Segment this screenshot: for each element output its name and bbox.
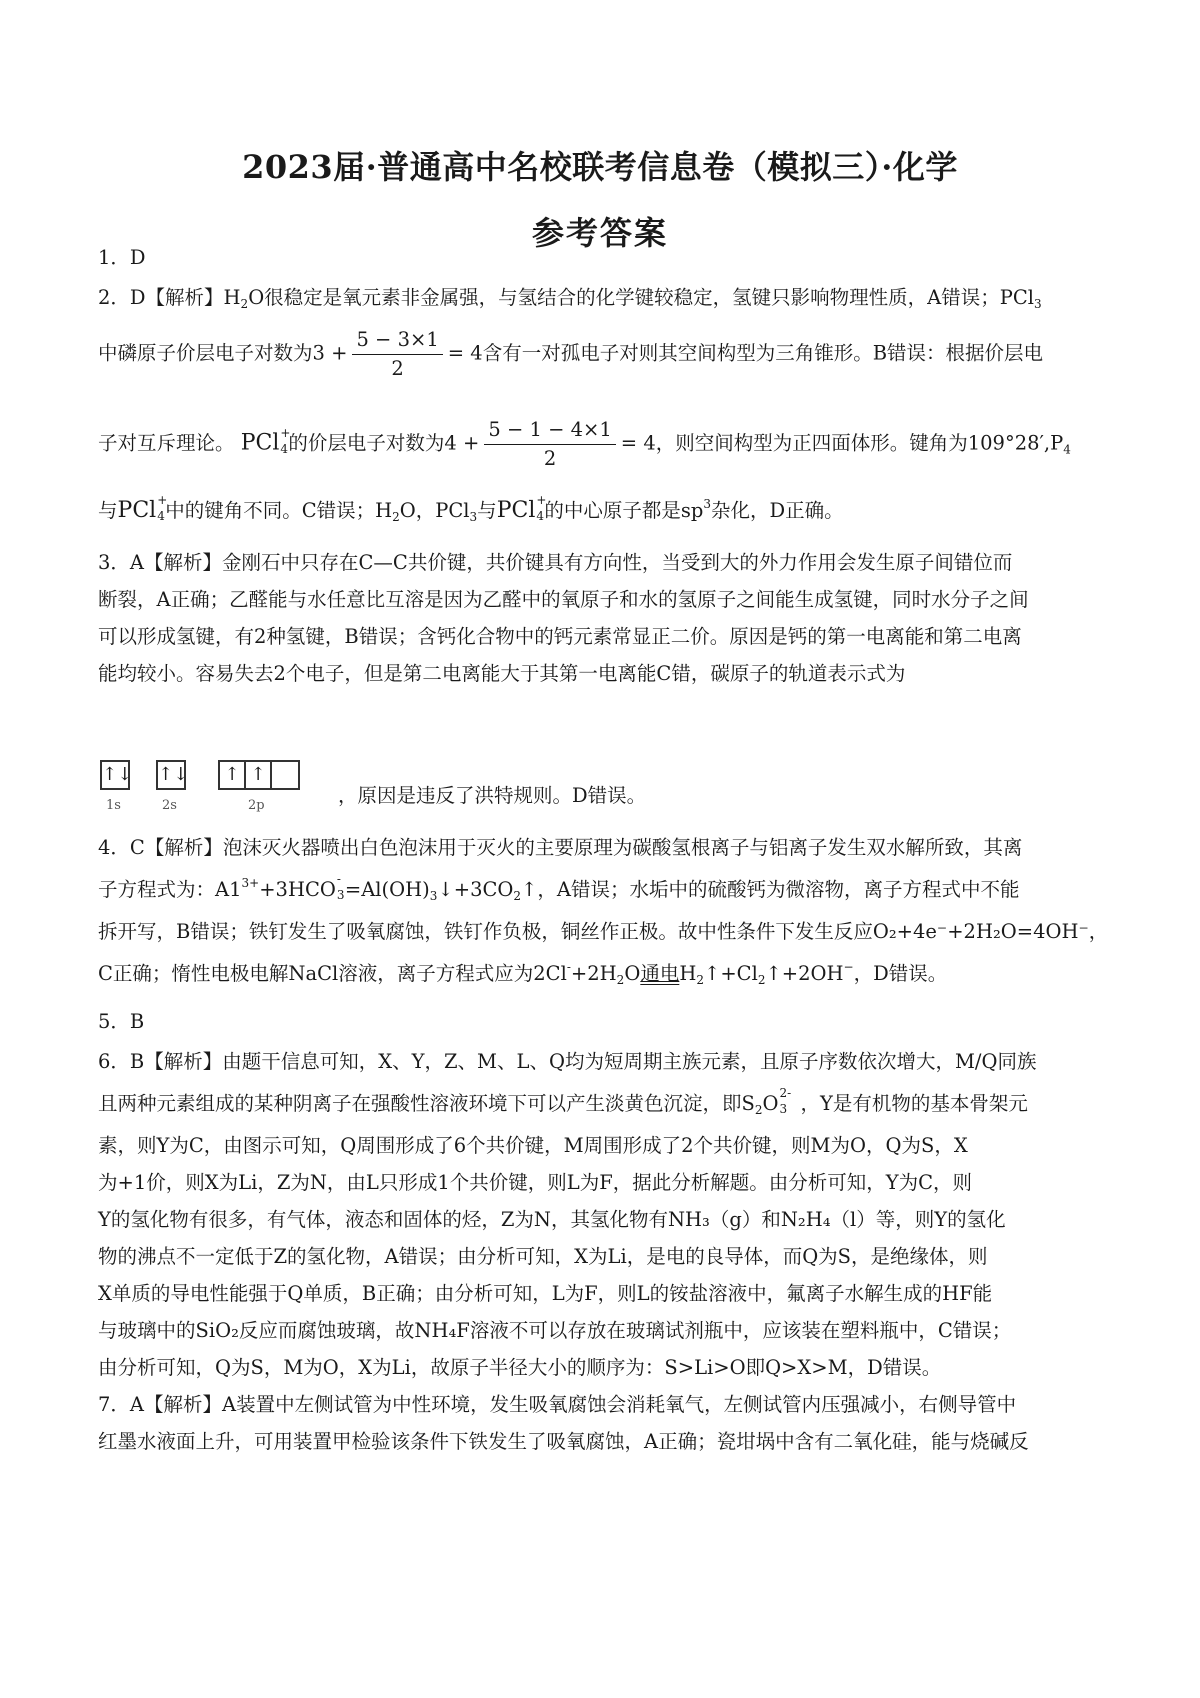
- answer-2-line-3: 子对互斥理论。 PCl + 4 的价层电子对数为4 + $\frac{5 - 1 - 4\times 1}{2}$ = 4，则空间构型为正四面体形。键角为$109^\circ 28',P_4$: [98, 418, 1071, 470]
- answer-6-line-4: 为+1价，则X为Li，Z为N，由L只形成1个共价键，则L为F，据此分析解题。由分析可知，Y为C，则: [98, 1171, 973, 1194]
- answer-6-line-5: Y的氢化物有很多，有气体，液态和固体的烃，Z为N，其氢化物有NH₃（g）和N₂H₄（l）等，则Y的氢化: [98, 1208, 1006, 1231]
- answer-7-line-1: 7．A【解析】A装置中左侧试管为中性环境，发生吸氧腐蚀会消耗氧气，左侧试管内压强减小，右侧导管中: [98, 1393, 1017, 1416]
- answer-4-line-4: C正确；惰性电极电解NaCl溶液，离子方程式应为$2Cl^-+2H_2O$通电$H_2↑+Cl_2↑+2OH^-$，D错误。: [98, 960, 948, 987]
- answer-2-line-2: 中磷原子价层电子对数为3 + $\frac{5 - 3\times 1}{2}$ = 4含有一对孤电子对则其空间构型为三角锥形。B错误：根据价层电: [98, 328, 1044, 380]
- answer-6-line-6: 物的沸点不一定低于Z的氢化物，A错误；由分析可知，X为Li，是电的良导体，而Q为S，是绝缘体，则: [98, 1245, 988, 1268]
- page-subtitle: 参考答案: [531, 214, 668, 252]
- answer-3-line-5: ，原因是违反了洪特规则。D错误。: [338, 784, 647, 807]
- answer-6-line-3: 素，则Y为C，由图示可知，Q周围形成了6个共价键，M周围形成了2个共价键，则M为O，Q为S，X: [98, 1134, 968, 1157]
- answer-3-line-3: 可以形成氢键，有2种氢键，B错误；含钙化合物中的钙元素常显正二价。原因是钙的第一电离能和第二电离: [98, 625, 1022, 648]
- carbon-orbital-diagram: [100, 760, 340, 820]
- orbital-box-1s: ↑↓: [100, 760, 130, 790]
- answer-3-line-1: 3．A【解析】金刚石中只存在C—C共价键，共价键具有方向性，当受到大的外力作用会发生原子间错位而: [98, 551, 1013, 574]
- answer-7-line-2: 红墨水液面上升，可用装置甲检验该条件下铁发生了吸氧腐蚀，A正确；瓷坩埚中含有二氧化硅，能与烧碱反: [98, 1430, 1029, 1453]
- answer-4-line-2: 子方程式为：$A1^{3+}+3HCO$ - 3 $=Al(OH)_3↓+3CO_2↑$，A错误；水垢中的硫酸钙为微溶物，离子方程式中不能: [98, 872, 1020, 903]
- orbital-box-2p: ↑ ↑: [218, 760, 300, 790]
- orbital-label-1s: 1s: [106, 798, 121, 813]
- fraction-valence-pcl4: $\frac{5 - 1 - 4\times 1}{2}$: [484, 420, 615, 468]
- orbital-label-2p: 2p: [248, 798, 265, 813]
- answer-6-line-9: 由分析可知，Q为S，M为O，X为Li，故原子半径大小的顺序为：S>Li>O即Q>X>M，D错误。: [98, 1356, 942, 1379]
- answer-1: 1．D: [98, 246, 146, 269]
- answer-2-line-1: 2．D【解析】$H_2O$很稳定是氧元素非金属强，与氢结合的化学键较稳定，氢键只影响物理性质，A错误；PCl$_3$: [98, 286, 1042, 311]
- answer-3-line-4: 能均较小。容易失去2个电子，但是第二电离能大于其第一电离能C错，碳原子的轨道表示式为: [98, 662, 906, 685]
- answer-6-line-1: 6．B【解析】由题干信息可知，X、Y，Z、M、L、Q均为短周期主族元素，且原子序数依次增大，M/Q同族: [98, 1050, 1037, 1073]
- answer-4-line-3: 拆开写，B错误；铁钉发生了吸氧腐蚀，铁钉作负极，铜丝作正极。故中性条件下发生反应O₂+4e⁻+2H₂O=4OH⁻，: [98, 920, 1109, 943]
- answer-4-line-1: 4．C【解析】泡沫灭火器喷出白色泡沫用于灭火的主要原理为碳酸氢根离子与铝离子发生双水解所致，其离: [98, 836, 1023, 859]
- answer-5: 5．B: [98, 1010, 145, 1033]
- fraction-valence-pcl3: $\frac{5 - 3\times 1}{2}$: [352, 330, 442, 378]
- answer-2-line-4: 与PCl + 4 中的键角不同。C错误；$H_2O$，PCl$_3$与PCl + 4 的中心原子都是$sp^3$杂化，D正确。: [98, 493, 844, 524]
- page-title: 2023届·普通高中名校联考信息卷（模拟三）·化学: [242, 148, 958, 186]
- answer-6-line-7: X单质的导电性能强于Q单质，B正确；由分析可知，L为F，则L的铵盐溶液中，氟离子水解生成的HF能: [98, 1282, 993, 1305]
- answer-6-line-8: 与玻璃中的SiO₂反应而腐蚀玻璃，故NH₄F溶液不可以存放在玻璃试剂瓶中，应该装在塑料瓶中，C错误；: [98, 1319, 1012, 1342]
- orbital-label-2s: 2s: [162, 798, 177, 813]
- orbital-box-2s: ↑↓: [156, 760, 186, 790]
- answer-6-line-2: 且两种元素组成的某种阴离子在强酸性溶液环境下可以产生淡黄色沉淀，即$S_2O$ 2- 3 ，Y是有机物的基本骨架元: [98, 1086, 1028, 1117]
- answer-3-line-2: 断裂，A正确；乙醛能与水任意比互溶是因为乙醛中的氧原子和水的氢原子之间能生成氢键，同时水分子之间: [98, 588, 1029, 611]
